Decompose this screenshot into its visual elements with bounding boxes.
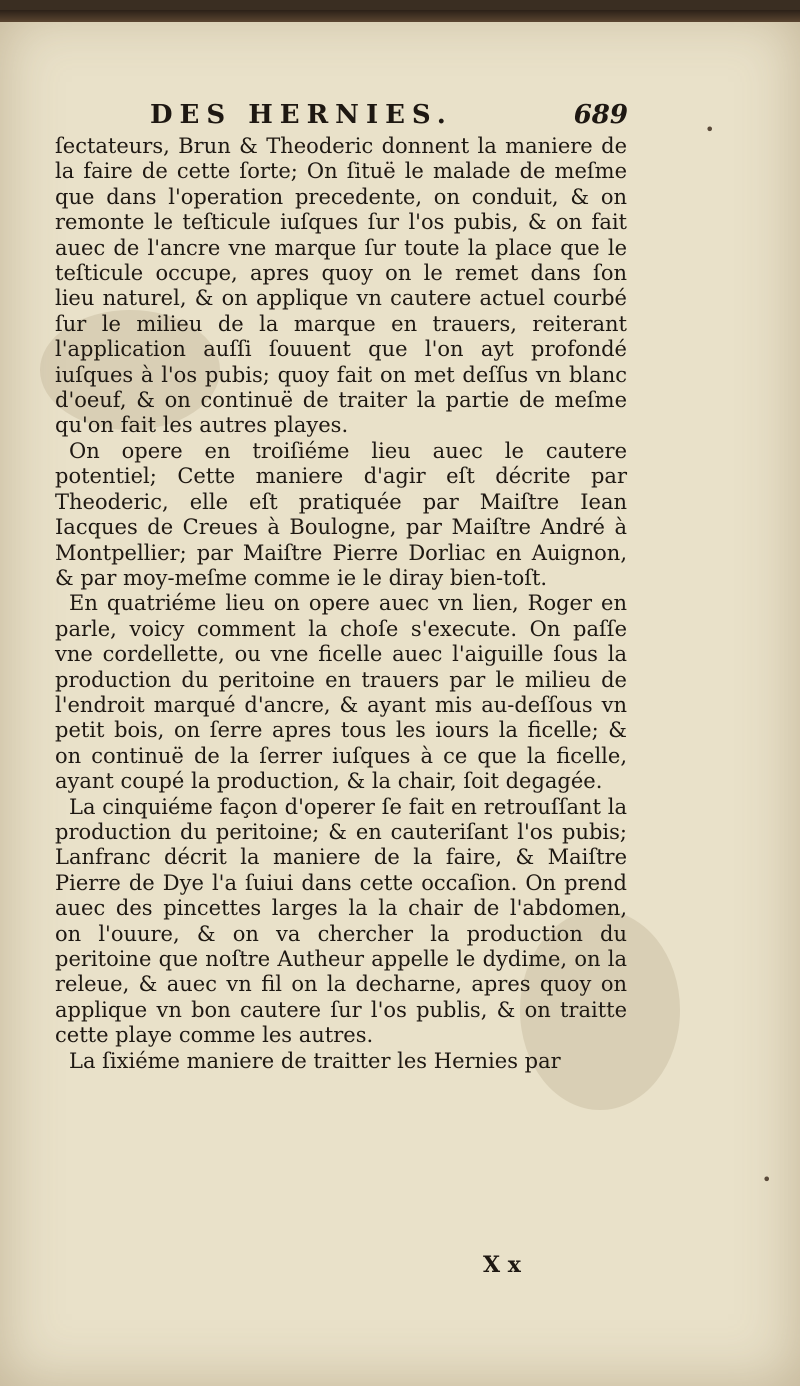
running-head: DES HERNIES. [150,100,453,130]
page-header [150,100,628,136]
paragraph: En quatriéme lieu on opere auec vn lien, Roger en parle, voicy comment la choſe s'execute. On paſſe vne cordellette, ou vne ficelle auec l'aiguille ſous la production du peritoine en trauers par le milieu de l'endroit marqué d'ancre, & ayant mis au-deſſous vn petit bois, on ſerre apres tous les iours la ficelle; & on continuë de la ſerrer iuſques à ce que la ficelle, ayant coupé la production, & la chair, ſoit degagée. [55,591,627,794]
page-number: 689 [573,100,628,130]
book-page [0,10,800,1386]
paragraph: La ſixiéme maniere de traitter les Hernies par [69,1048,561,1073]
paragraph: On opere en troiſiéme lieu auec le cautere potentiel; Cette maniere d'agir eſt décrite par Theoderic, elle eſt pratiquée par Maiſtre Iean Iacques de Creues à Boulogne, par Maiſtre André à Montpellier; par Maiſtre Pierre Dorliac en Auignon, & par moy-meſme comme ie le diray bien-toſt. [55,438,627,590]
paragraph: La cinquiéme façon d'operer ſe fait en retrouſſant la production du peritoine; & en cauteriſant l'os pubis; Lanfranc décrit la maniere de la faire, & Maiſtre Pierre de Dye l'a ſuiui dans cette occaſion. On prend auec des pincettes larges la la chair de l'abdomen, on l'ouure, & on va chercher la production du peritoine que noſtre Autheur appelle le dydime, on la releue, & auec vn fil on la decharne, apres quoy on applique vn bon cautere ſur l'os publis, & on traitte cette playe comme les autres. [55,794,627,1048]
body-text [55,134,627,1074]
signature-mark: X x [483,1252,521,1278]
page-edge-shadow [0,10,800,22]
margin-speck: • [705,120,715,139]
paragraph: ſectateurs, Brun & Theoderic donnent la maniere de la faire de cette ſorte; On ſituë le malade de meſme que dans l'operation precedente, on conduit, & on remonte le teſticule iuſques ſur l'os pubis, & on fait auec de l'ancre vne marque ſur toute la place que le teſticule occupe, apres quoy on le remet dans ſon lieu naturel, & on applique vn cautere actuel courbé ſur le milieu de la marque en trauers, reiterant l'application auſſi ſouuent que l'on ayt profondé iuſques à l'os pubis; quoy fait on met deſſus vn blanc d'oeuf, & on continuë de traiter la partie de meſme qu'on fait les autres playes. [55,134,627,438]
margin-speck: • [762,1170,772,1189]
